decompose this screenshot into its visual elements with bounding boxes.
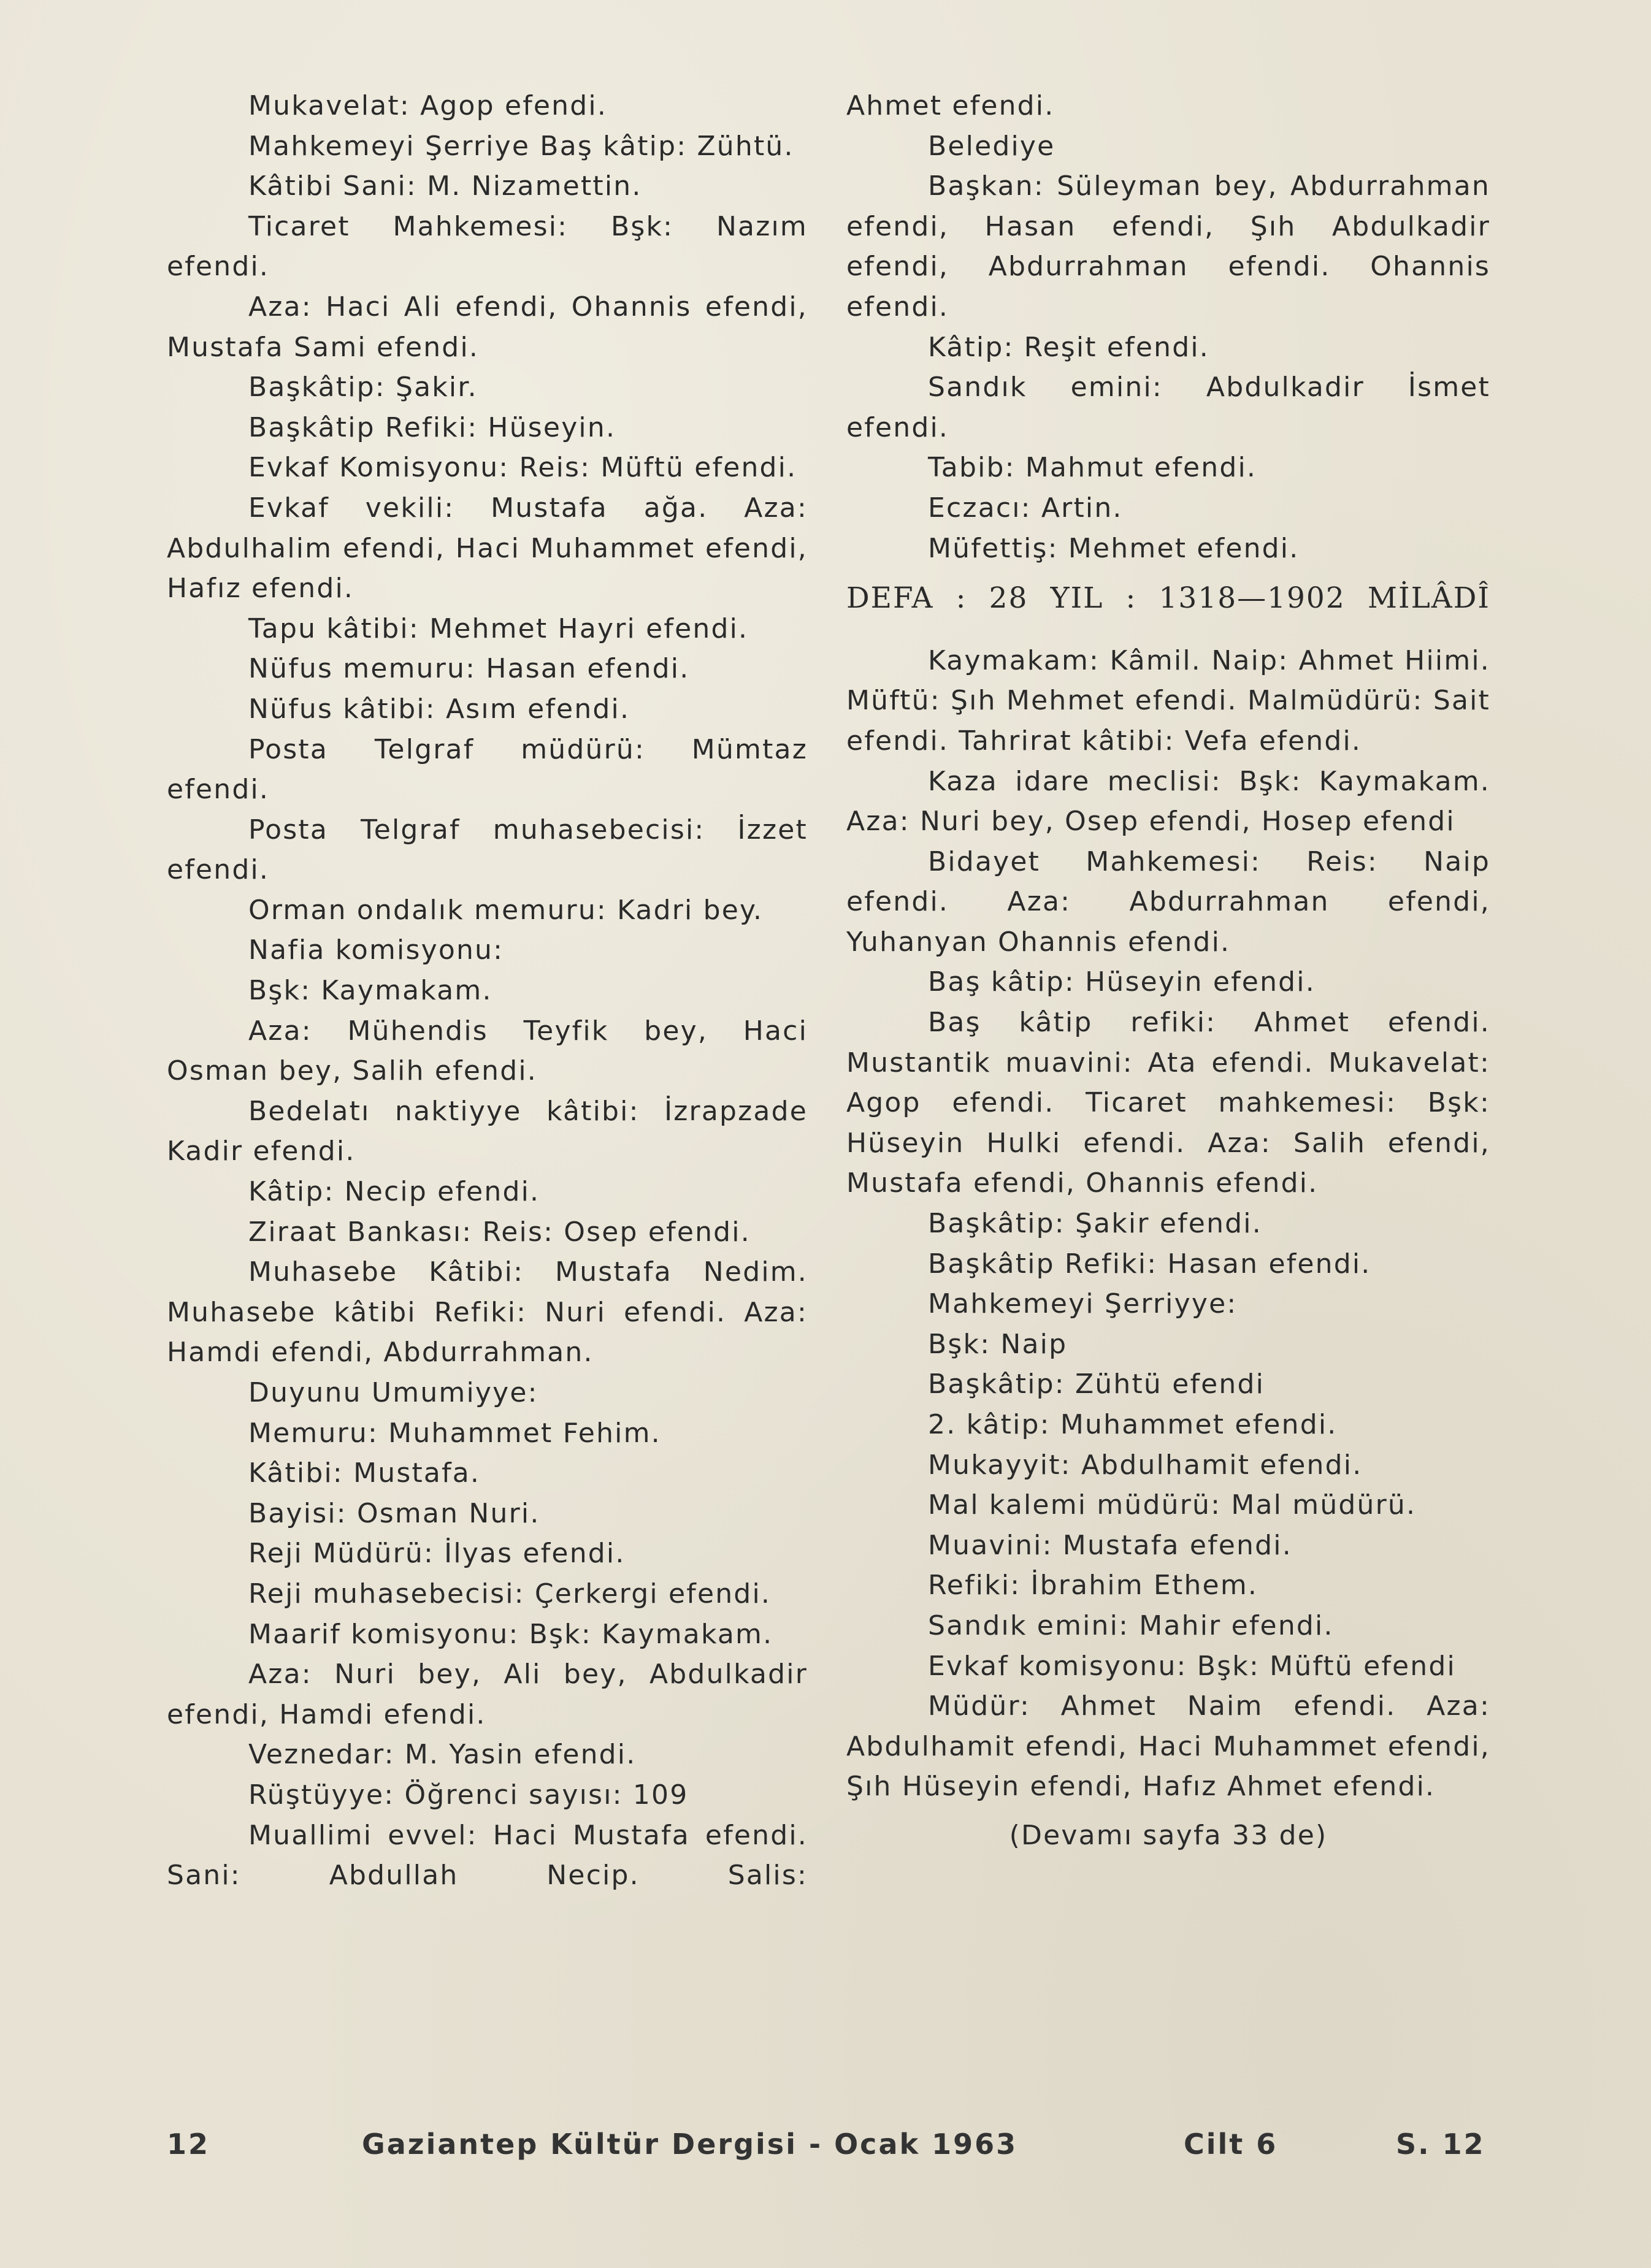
paragraph: Kaymakam: Kâmil. Naip: Ahmet Hiimi. Müftü: Şıh Mehmet efendi. Malmüdürü: Sait efendi. Tahrirat kâtibi: Vefa efendi. [846, 644, 1490, 757]
paragraph: Eczacı: Artin. [928, 492, 1123, 524]
paragraph: Muallimi evvel: Haci Mustafa efendi. Sani: Abdullah Necip. Salis: [167, 1819, 808, 1892]
paragraph: Ticaret Mahkemesi: Bşk: Nazım efendi. [167, 210, 808, 283]
paragraph: Reji Müdürü: İlyas efendi. [248, 1538, 626, 1570]
paragraph: Veznedar: M. Yasin efendi. [248, 1739, 637, 1771]
paragraph: Başkâtip: Şakir efendi. [928, 1208, 1262, 1240]
paragraph: Mal kalemi müdürü: Mal müdürü. [928, 1489, 1417, 1521]
journal-title: Gaziantep Kültür Dergisi - Ocak 1963 [362, 2128, 1018, 2161]
paragraph: Kâtibi Sani: M. Nizamettin. [248, 170, 642, 202]
paragraph: Evkaf Komisyonu: Reis: Müftü efendi. [248, 452, 797, 484]
paragraph: Sandık emini: Abdulkadir İsmet efendi. [846, 372, 1490, 443]
paragraph: Bşk: Kaymakam. [248, 975, 492, 1007]
paragraph: Nüfus memuru: Hasan efendi. [248, 653, 690, 685]
paragraph: Nafia komisyonu: [248, 934, 504, 966]
paragraph: Ahmet efendi. [846, 90, 1055, 121]
paragraph: Başkâtip Refiki: Hüseyin. [248, 411, 616, 443]
paragraph: Kâtip: Necip efendi. [248, 1176, 540, 1208]
paragraph: Baş kâtip: Hüseyin efendi. [928, 966, 1316, 998]
paragraph: Baş kâtip refiki: Ahmet efendi. Mustantik muavini: Ata efendi. Mukavelat: Agop efendi. Ticaret mahkemesi: Bşk: Hüseyin Hulki efendi. Aza: Salih efendi, Mustafa efendi, Ohannis efendi. [846, 1007, 1490, 1199]
paragraph: Posta Telgraf muhasebecisi: İzzet efendi. [167, 814, 808, 886]
paragraph: Başkâtip: Zühtü efendi [928, 1369, 1265, 1400]
paragraph: Kâtibi: Mustafa. [248, 1457, 481, 1489]
paragraph: Refiki: İbrahim Ethem. [928, 1570, 1258, 1602]
paragraph: Kaza idare meclisi: Bşk: Kaymakam. Aza: Nuri bey, Osep efendi, Hosep efendi [846, 765, 1490, 838]
left-column [167, 86, 808, 1896]
paragraph: Bidayet Mahkemesi: Reis: Naip efendi. Aza: Abdurrahman efendi, Yuhanyan Ohannis efendi. [846, 846, 1490, 958]
paragraph: Tapu kâtibi: Mehmet Hayri efendi. [248, 613, 749, 644]
paragraph: Ziraat Bankası: Reis: Osep efendi. [248, 1216, 751, 1248]
paragraph: Sandık emini: Mahir efendi. [928, 1609, 1334, 1641]
paragraph: Muhasebe Kâtibi: Mustafa Nedim. Muhasebe kâtibi Refiki: Nuri efendi. Aza: Hamdi efendi, Abdurrahman. [167, 1256, 808, 1369]
issue-label: S. 12 [1396, 2128, 1485, 2161]
right-column [846, 86, 1490, 1856]
paragraph: Kâtip: Reşit efendi. [928, 331, 1209, 363]
paragraph: Duyunu Umumiyye: [248, 1377, 538, 1408]
paragraph: Maarif komisyonu: Bşk: Kaymakam. [248, 1618, 773, 1650]
paragraph: Evkaf komisyonu: Bşk: Müftü efendi [928, 1650, 1456, 1682]
paragraph: Başkâtip: Şakir. [248, 372, 478, 403]
paragraph: Aza: Mühendis Teyfik bey, Haci Osman bey, Salih efendi. [167, 1015, 808, 1087]
paragraph: 2. kâtip: Muhammet efendi. [928, 1409, 1338, 1440]
volume-label: Cilt 6 [1184, 2128, 1278, 2161]
page-number: 12 [167, 2128, 210, 2161]
paragraph: Başkâtip Refiki: Hasan efendi. [928, 1248, 1371, 1280]
section-heading: DEFA : 28 YIL : 1318—1902 MİLÂDÎ [846, 581, 1490, 616]
page-footer [167, 2128, 1492, 2171]
paragraph: Reji muhasebecisi: Çerkergi efendi. [248, 1578, 772, 1609]
paragraph: Orman ondalık memuru: Kadri bey. [248, 894, 764, 926]
paragraph: Nüfus kâtibi: Asım efendi. [248, 693, 630, 725]
paragraph: Bedelatı naktiyye kâtibi: İzrapzade Kadir efendi. [167, 1095, 808, 1167]
paragraph: Aza: Haci Ali efendi, Ohannis efendi, Mustafa Sami efendi. [167, 291, 808, 363]
paragraph: Mahkemeyi Şerriye Baş kâtip: Zühtü. [248, 130, 794, 162]
paragraph: Başkan: Süleyman bey, Abdurrahman efendi, Hasan efendi, Şıh Abdulkadir efendi, Abdurrahman efendi. Ohannis efendi. [846, 170, 1490, 323]
paragraph: Bşk: Naip [928, 1328, 1068, 1360]
paragraph: Bayisi: Osman Nuri. [248, 1497, 540, 1529]
paragraph: Müfettiş: Mehmet efendi. [928, 532, 1300, 564]
paragraph: Aza: Nuri bey, Ali bey, Abdulkadir efendi, Hamdi efendi. [167, 1659, 808, 1730]
paragraph: Mukavelat: Agop efendi. [248, 90, 608, 121]
paragraph: Memuru: Muhammet Fehim. [248, 1417, 661, 1449]
paragraph: Belediye [928, 130, 1055, 162]
continuation-note: (Devamı sayfa 33 de) [1009, 1819, 1328, 1851]
paragraph: Posta Telgraf müdürü: Mümtaz efendi. [167, 733, 808, 806]
paragraph: Mukayyit: Abdulhamit efendi. [928, 1449, 1363, 1481]
paragraph: Rüştüyye: Öğrenci sayısı: 109 [248, 1779, 689, 1811]
paragraph: Müdür: Ahmet Naim efendi. Aza: Abdulhamit efendi, Haci Muhammet efendi, Şıh Hüseyin efendi, Hafız Ahmet efendi. [846, 1690, 1490, 1803]
paragraph: Mahkemeyi Şerriyye: [928, 1288, 1238, 1320]
paragraph: Muavini: Mustafa efendi. [928, 1529, 1292, 1561]
paragraph: Tabib: Mahmut efendi. [928, 452, 1257, 484]
paragraph: Evkaf vekili: Mustafa ağa. Aza: Abdulhalim efendi, Haci Muhammet efendi, Hafız efendi. [167, 492, 808, 605]
